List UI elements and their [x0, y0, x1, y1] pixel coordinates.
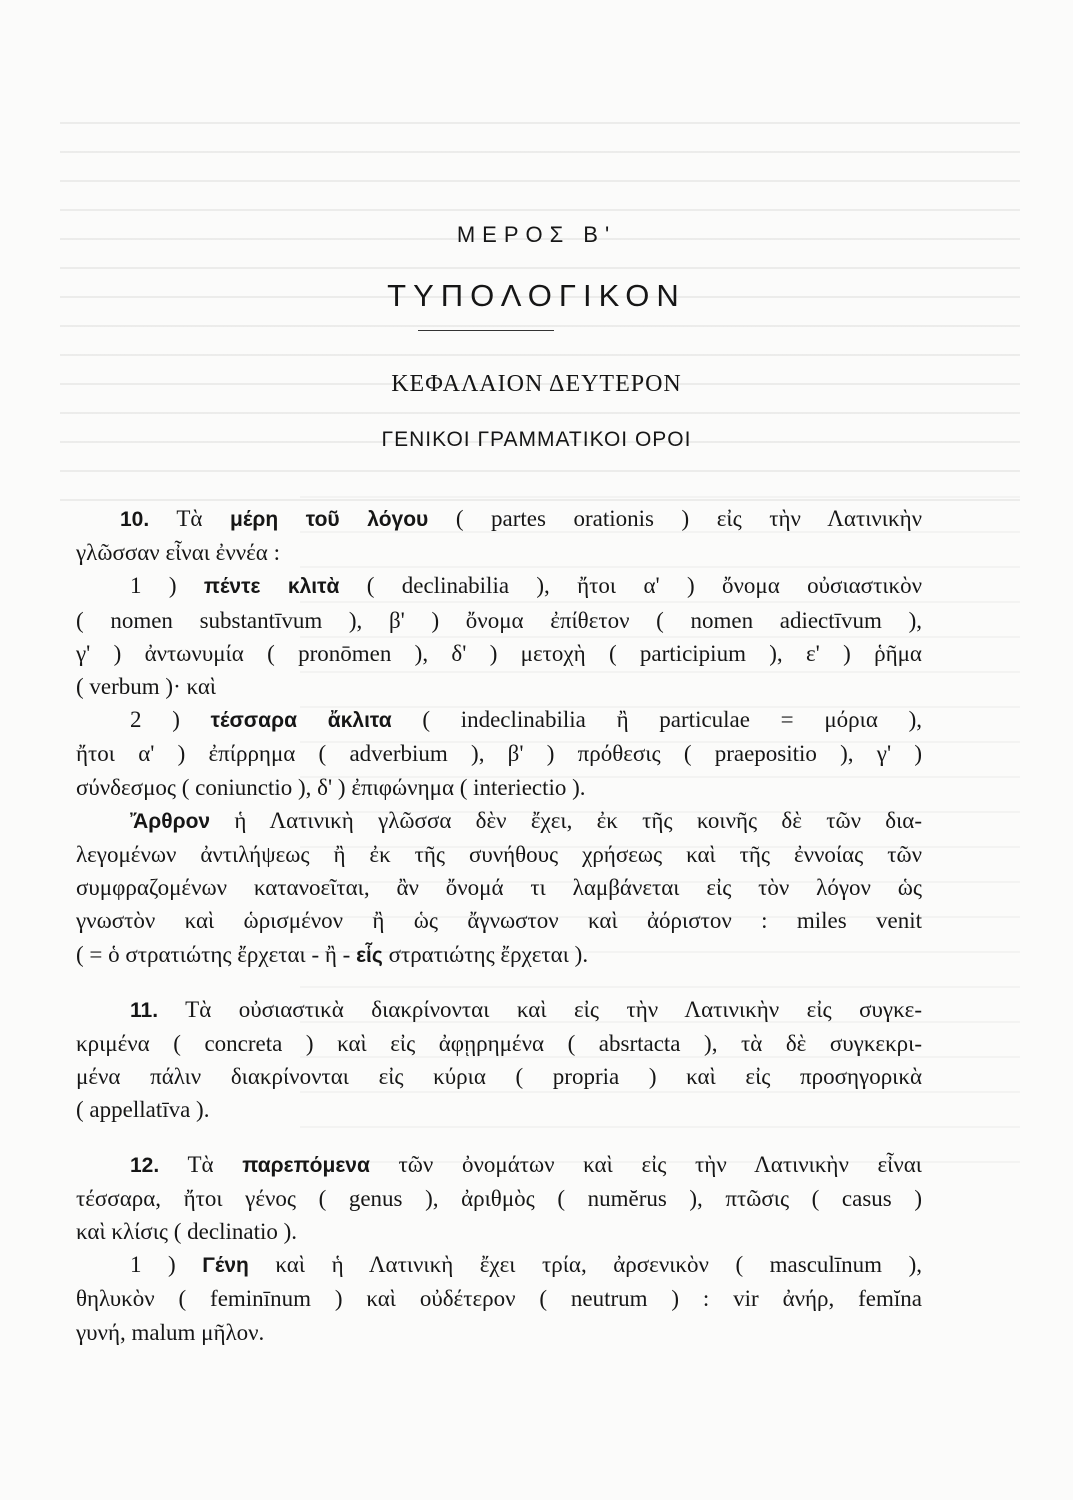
- paragraph-11-line: ( appellatīva ).: [76, 1097, 210, 1123]
- paragraph-12a-line: θηλυκὸν ( feminīnum ) καὶ οὐδέτερον ( neutrum ) : vir ἀνήρ, femĭna: [76, 1286, 922, 1312]
- bold-term: εἷς: [356, 943, 383, 967]
- body-text: [76, 502, 922, 1349]
- paragraph-10b-line: 2 ) τέσσαρα ἄκλιτα ( indeclinabilia ἢ particulae = μόρια ),: [130, 707, 923, 733]
- part-title: ΤΥΠΟΛΟΓΙΚΟΝ: [387, 278, 686, 313]
- paragraph-11-line: 11. Τὰ οὐσιαστικὰ διακρίνονται καὶ εἰς τὴν Λατινικὴν εἰς συγκε-: [130, 996, 922, 1022]
- paragraph-12a-line: γυνή, malum μῆλον.: [76, 1319, 265, 1345]
- paragraph-10c-line: γνωστὸν καὶ ὡρισμένον ἢ ὡς ἄγνωστον καὶ ἀόριστον : miles venit: [76, 908, 922, 934]
- title-divider: [418, 330, 554, 331]
- paragraph-10-line: γλῶσσαν εἶναι ἐννέα :: [76, 540, 280, 566]
- paragraph-12a-line: 1 ) Γένη καὶ ἡ Λατινικὴ ἔχει τρία, ἀρσενικὸν ( masculīnum ),: [130, 1252, 923, 1278]
- chapter-heading: ΚΕΦΑΛΑΙΟΝ ΔΕΥΤΕΡΟΝ: [391, 371, 682, 397]
- part-heading: ΜΕΡΟΣ Β': [456, 222, 617, 247]
- paragraph-10c-line: Ἄρθρον ἡ Λατινικὴ γλῶσσα δὲν ἔχει, ἐκ τῆς κοινῆς δὲ τῶν δια-: [130, 807, 923, 833]
- bold-term: τέσσαρα ἄκλιτα: [210, 709, 392, 733]
- paragraph-number: 11.: [130, 998, 159, 1022]
- paragraph-10a-line: ( nomen substantīvum ), β' ) ὄνομα ἐπίθετον ( nomen adiectīvum ),: [76, 607, 922, 633]
- bold-term: μέρη τοῦ λόγου: [230, 508, 429, 531]
- paragraph-10c-line: συμφραζομένων κατανοεῖται, ἂν ὄνομά τι λαμβάνεται εἰς τὸν λόγον ὡς: [76, 875, 922, 901]
- paragraph-12-line: 12. Τὰ παρεπόμενα τῶν ὀνομάτων καὶ εἰς τὴν Λατινικὴν εἶναι: [130, 1151, 922, 1177]
- paragraph-10c-line: λεγομένων ἀντιλήψεως ἢ ἐκ τῆς συνήθους χρήσεως καὶ τῆς ἐννοίας τῶν: [76, 842, 922, 868]
- paragraph-number: 10.: [120, 508, 150, 531]
- paragraph-10a-line: ( verbum )· καὶ: [76, 674, 217, 700]
- paragraph-12-line: καὶ κλίσις ( declinatio ).: [76, 1219, 298, 1245]
- paragraph-10a-line: γ' ) ἀντωνυμία ( pronōmen ), δ' ) μετοχὴ ( participium ), ε' ) ῥῆμα: [76, 640, 922, 666]
- paragraph-12-line: τέσσαρα, ἤτοι γένος ( genus ), ἀριθμὸς ( numĕrus ), πτῶσις ( casus ): [76, 1185, 922, 1211]
- bold-term: πέντε κλιτὰ: [203, 575, 340, 599]
- bold-term: παρεπόμενα: [242, 1153, 370, 1177]
- paragraph-11-line: μένα πάλιν διακρίνονται εἰς κύρια ( propria ) καὶ εἰς προσηγορικὰ: [76, 1064, 922, 1090]
- paragraph-10b-line: σύνδεσμος ( coniunctio ), δ' ) ἐπιφώνημα ( interiectio ).: [76, 774, 586, 800]
- paragraph-10-line: 10. Τὰ μέρη τοῦ λόγου ( partes orationis ) εἰς τὴν Λατινικὴν: [120, 506, 923, 531]
- bold-term: Γένη: [202, 1254, 249, 1278]
- section-heading: ΓΕΝΙΚΟΙ ΓΡΑΜΜΑΤΙΚΟΙ ΟΡΟΙ: [381, 428, 692, 451]
- paragraph-11-line: κριμένα ( concreta ) καὶ εἰς ἀφῃρημένα ( absrtacta ), τὰ δὲ συγκεκρι-: [76, 1031, 922, 1057]
- paragraph-10b-line: ἤτοι α' ) ἐπίρρημα ( adverbium ), β' ) πρόθεσις ( praepositio ), γ' ): [76, 741, 922, 767]
- bold-term: Ἄρθρον: [130, 809, 211, 833]
- paragraph-number: 12.: [130, 1153, 160, 1177]
- paragraph-10c-line: ( = ὁ στρατιώτης ἔρχεται - ἢ - εἷς στρατιώτης ἔρχεται ).: [76, 941, 589, 967]
- paragraph-10a-line: 1 ) πέντε κλιτὰ ( declinabilia ), ἤτοι α' ) ὄνομα οὐσιαστικὸν: [130, 573, 922, 599]
